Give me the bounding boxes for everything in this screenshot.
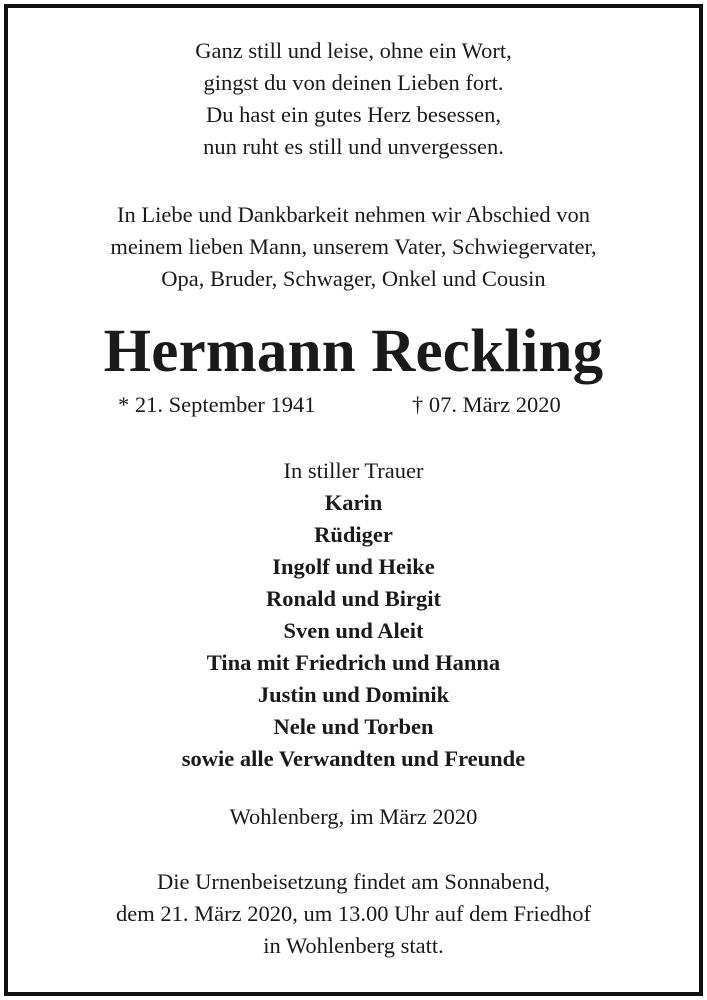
mourner-name: Nele und Torben [273, 714, 434, 739]
mourner-name: sowie alle Verwandten und Freunde [181, 746, 526, 771]
mourner-name: Tina mit Friedrich und Hanna [206, 650, 501, 675]
farewell-text [8, 199, 699, 295]
poem-line: Du hast ein gutes Herz besessen, [206, 102, 501, 127]
poem-line: gingst du von deinen Lieben fort. [203, 70, 504, 95]
mourner-name: Ronald und Birgit [265, 586, 442, 611]
mourners-list [8, 455, 699, 775]
burial-notice [8, 866, 699, 962]
mourner-name: Karin [324, 490, 383, 515]
burial-line: dem 21. März 2020, um 13.00 Uhr auf dem Friedhof [116, 901, 591, 926]
obituary-frame [4, 4, 703, 996]
birth-date: * 21. September 1941 [118, 392, 316, 417]
poem [8, 35, 699, 163]
place-date-line: Wohlenberg, im März 2020 [229, 804, 478, 829]
deceased-name: Hermann Reckling [103, 318, 604, 385]
farewell-line: meinem lieben Mann, unserem Vater, Schwiegervater, [110, 234, 597, 259]
mourner-name: Rüdiger [314, 522, 393, 547]
farewell-line: Opa, Bruder, Schwager, Onkel und Cousin [161, 266, 546, 291]
mourner-name: Ingolf und Heike [272, 554, 435, 579]
burial-line: Die Urnenbeisetzung findet am Sonnabend, [156, 869, 550, 894]
mourner-name: Sven und Aleit [283, 618, 424, 643]
poem-line: nun ruht es still und unvergessen. [203, 134, 504, 159]
mourner-name: Justin und Dominik [257, 682, 450, 707]
poem-line: Ganz still und leise, ohne ein Wort, [195, 38, 512, 63]
death-date: † 07. März 2020 [412, 392, 561, 417]
farewell-line: In Liebe und Dankbarkeit nehmen wir Abschied von [117, 202, 590, 227]
mourners-heading: In stiller Trauer [283, 458, 424, 483]
burial-line: in Wohlenberg statt. [263, 933, 444, 958]
place-date [8, 801, 699, 833]
